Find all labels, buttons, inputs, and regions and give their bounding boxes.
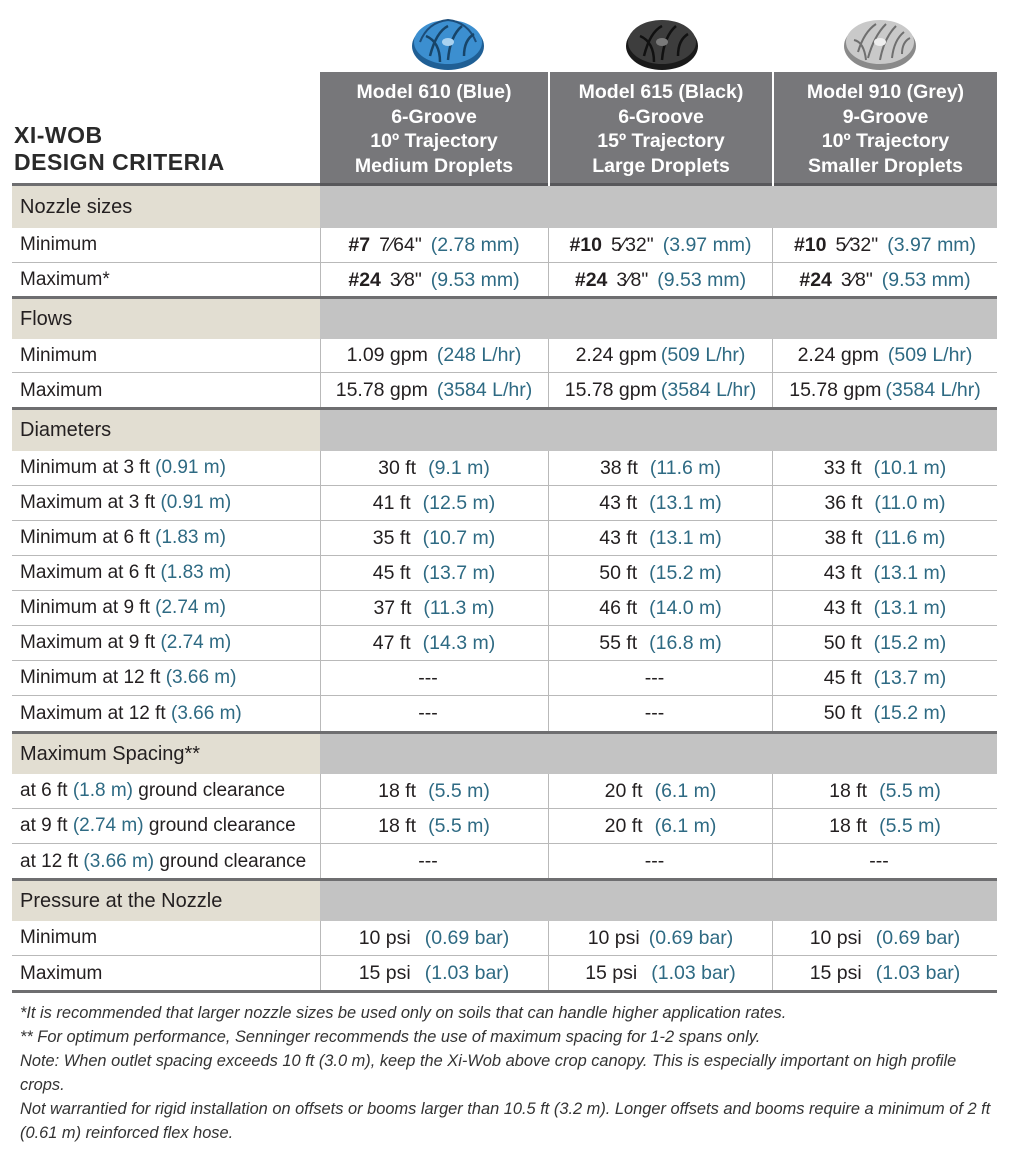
imperial-value: 15 psi	[585, 962, 638, 984]
imperial-value: 45 ft	[823, 666, 862, 689]
row-label: Minimum	[20, 344, 98, 366]
table-row	[12, 591, 997, 626]
nozzle-number: #24	[348, 268, 381, 291]
metric-value: (3584 L/hr)	[885, 379, 981, 401]
imperial-value: 18 ft	[829, 779, 868, 802]
row-label-text: Minimum at 3 ft	[20, 457, 150, 478]
section-header-maximum-spacing	[12, 734, 997, 774]
table-cell	[773, 661, 997, 695]
imperial-value: 43 ft	[599, 491, 638, 514]
row-label-metric: (2.74 m)	[72, 815, 144, 836]
metric-value: (11.6 m)	[874, 526, 946, 549]
metric-value: (3584 L/hr)	[436, 379, 533, 401]
table-row	[12, 556, 997, 591]
metric-value: (5.5 m)	[428, 779, 490, 802]
metric-value: (6.1 m)	[654, 779, 717, 802]
metric-value: (9.53 mm)	[881, 268, 971, 291]
table-cell	[773, 956, 997, 991]
table-cell	[773, 228, 997, 262]
metric-value: (15.2 m)	[649, 561, 722, 584]
table-cell	[549, 339, 772, 372]
imperial-value: 35 ft	[372, 526, 411, 549]
imperial-value: 38 ft	[824, 526, 863, 549]
section-title: Maximum Spacing**	[12, 734, 320, 774]
row-label-text: Maximum at 9 ft	[20, 632, 156, 653]
model-droplets: Smaller Droplets	[808, 154, 963, 177]
column-header-model-615	[550, 72, 772, 186]
metric-value: (3584 L/hr)	[660, 379, 757, 401]
imperial-value: 50 ft	[823, 702, 862, 724]
footnote: ** For optimum performance, Senninger recommends the use of maximum spacing for 1-2 spans only.	[20, 1028, 761, 1046]
imperial-value: ---	[644, 666, 665, 689]
table-cell	[320, 556, 548, 590]
row-label-text: Minimum at 12 ft	[20, 667, 161, 688]
metric-value: (1.03 bar)	[651, 962, 736, 984]
table-cell	[773, 591, 997, 625]
table-cell	[320, 661, 548, 695]
row-label-metric: (1.83 m)	[160, 562, 232, 583]
table-cell	[320, 339, 548, 372]
table-row	[12, 809, 997, 844]
metric-value: (9.1 m)	[428, 456, 490, 479]
metric-value: (2.78 mm)	[430, 233, 520, 256]
imperial-value: 10 psi	[809, 926, 862, 949]
imperial-value: 55 ft	[599, 631, 638, 654]
table-bottom-rule	[12, 990, 997, 993]
imperial-value: ---	[869, 850, 889, 872]
table-cell	[320, 921, 548, 955]
imperial-value: 15 psi	[809, 962, 862, 984]
table-row	[12, 696, 997, 731]
metric-value: (16.8 m)	[649, 631, 722, 654]
table-row	[12, 956, 997, 991]
imperial-value: 2.24 gpm	[575, 344, 657, 366]
nozzle-number: #24	[574, 268, 608, 291]
row-label	[20, 661, 236, 695]
table-cell	[773, 556, 997, 590]
section-band	[320, 734, 997, 774]
row-label-text: at 6 ft	[20, 780, 68, 801]
table-row	[12, 626, 997, 661]
row-label-metric: (3.66 m)	[165, 667, 237, 688]
row-label-metric: (3.66 m)	[171, 702, 242, 724]
nozzle-fraction: 3⁄8"	[840, 268, 873, 291]
metric-value: (0.69 bar)	[875, 926, 961, 949]
table-row	[12, 373, 997, 409]
metric-value: (509 L/hr)	[660, 344, 746, 366]
imperial-value: 38 ft	[599, 456, 638, 479]
table-cell	[773, 626, 997, 660]
imperial-value: ---	[418, 702, 438, 724]
table-cell	[549, 521, 772, 555]
metric-value: (10.7 m)	[422, 526, 496, 549]
metric-value: (9.53 mm)	[657, 268, 747, 291]
imperial-value: ---	[418, 850, 438, 872]
table-cell	[320, 809, 548, 843]
table-cell	[320, 263, 548, 297]
table-cell	[549, 774, 772, 808]
page-title	[14, 122, 225, 176]
table-row	[12, 451, 997, 486]
metric-value: (509 L/hr)	[887, 344, 973, 366]
nozzle-fraction: 7⁄64"	[379, 233, 422, 256]
metric-value: (15.2 m)	[873, 631, 947, 654]
imperial-value: 18 ft	[378, 779, 417, 802]
table-cell	[320, 774, 548, 808]
section-title: Diameters	[12, 410, 320, 451]
table-row	[12, 661, 997, 696]
table-cell	[773, 263, 997, 297]
row-label-suffix: ground clearance	[138, 780, 286, 801]
nozzle-fraction: 3⁄8"	[616, 268, 649, 291]
model-trajectory: 15º Trajectory	[597, 130, 725, 152]
imperial-value: 36 ft	[824, 491, 863, 514]
metric-value: (13.1 m)	[649, 491, 722, 514]
imperial-value: 30 ft	[378, 456, 417, 479]
imperial-value: 46 ft	[599, 596, 638, 619]
row-label-metric: (1.83 m)	[155, 527, 226, 548]
row-label-text: Maximum at 6 ft	[20, 562, 156, 583]
nozzle-number: #24	[799, 268, 832, 291]
row-label	[20, 556, 231, 590]
metric-value: (11.0 m)	[874, 491, 946, 514]
row-label-text: at 9 ft	[20, 815, 68, 836]
grey-nozzle-icon	[838, 12, 922, 72]
model-droplets: Medium Droplets	[354, 154, 514, 177]
metric-value: (3.97 mm)	[662, 233, 752, 256]
model-name: Model 910 (Grey)	[806, 81, 965, 103]
table-cell	[773, 521, 997, 555]
section-band	[320, 410, 997, 451]
table-cell	[320, 451, 548, 485]
table-cell	[773, 809, 997, 843]
row-label: Minimum	[20, 234, 98, 255]
row-label: Maximum	[20, 962, 103, 984]
row-label	[20, 486, 231, 520]
table-cell	[773, 774, 997, 808]
imperial-value: 43 ft	[823, 596, 862, 619]
black-nozzle-icon	[620, 12, 704, 72]
table-cell	[320, 696, 548, 731]
row-label	[20, 809, 296, 843]
table-cell	[320, 373, 548, 408]
table-cell	[549, 956, 772, 991]
metric-value: (5.5 m)	[428, 814, 490, 837]
imperial-value: ---	[644, 850, 665, 872]
imperial-value: 10 psi	[358, 926, 411, 949]
row-label-metric: (3.66 m)	[83, 850, 155, 872]
table-row	[12, 228, 997, 263]
table-cell	[320, 956, 548, 991]
section-header-flows	[12, 299, 997, 339]
row-label-metric: (2.74 m)	[160, 632, 232, 653]
imperial-value: 50 ft	[599, 561, 638, 584]
imperial-value: 33 ft	[823, 456, 862, 479]
metric-value: (1.03 bar)	[875, 962, 961, 984]
section-band	[320, 186, 997, 228]
imperial-value: 2.24 gpm	[797, 344, 879, 366]
row-label-text: Minimum at 6 ft	[20, 527, 150, 548]
nozzle-number: #10	[793, 233, 827, 256]
section-band	[320, 299, 997, 339]
imperial-value: 15.78 gpm	[789, 379, 882, 401]
row-label-text: Maximum at 12 ft	[20, 702, 166, 724]
imperial-value: 20 ft	[604, 779, 643, 802]
metric-value: (13.1 m)	[649, 526, 722, 549]
metric-value: (13.7 m)	[873, 666, 947, 689]
section-title: Pressure at the Nozzle	[12, 881, 320, 921]
footnote: Note: When outlet spacing exceeds 10 ft (3.0 m), keep the Xi-Wob above crop canopy. This is especially important on high profile crops.	[20, 1052, 957, 1094]
table-row	[12, 263, 997, 298]
model-name: Model 615 (Black)	[578, 81, 744, 103]
table-cell	[549, 451, 772, 485]
table-cell	[773, 451, 997, 485]
table-cell	[549, 486, 772, 520]
row-label-text: Minimum at 9 ft	[20, 597, 150, 618]
row-label: Minimum	[20, 927, 98, 948]
row-label	[20, 626, 231, 660]
table-cell	[320, 626, 548, 660]
table-cell	[549, 373, 772, 408]
table-cell	[549, 921, 772, 955]
imperial-value: 45 ft	[372, 561, 411, 584]
table-cell	[549, 263, 772, 297]
row-label-text: at 12 ft	[20, 850, 79, 872]
table-cell	[549, 809, 772, 843]
imperial-value: ---	[644, 702, 665, 724]
model-grooves: 6-Groove	[391, 105, 477, 128]
section-header-pressure	[12, 881, 997, 921]
imperial-value: 41 ft	[372, 491, 411, 514]
table-row	[12, 774, 997, 809]
nozzle-number: #10	[569, 233, 602, 256]
table-cell	[773, 921, 997, 955]
table-cell	[549, 696, 772, 731]
imperial-value: 1.09 gpm	[346, 344, 428, 366]
table-cell	[773, 373, 997, 408]
table-row	[12, 486, 997, 521]
metric-value: (10.1 m)	[873, 456, 947, 479]
row-label: Maximum	[20, 379, 103, 401]
table-cell	[773, 339, 997, 372]
imperial-value: 43 ft	[599, 526, 638, 549]
nozzle-number: #7	[348, 233, 371, 256]
title-line-2: DESIGN CRITERIA	[14, 149, 225, 175]
model-grooves: 6-Groove	[618, 105, 704, 128]
metric-value: (12.5 m)	[422, 491, 496, 514]
table-cell	[773, 696, 997, 731]
table-cell	[549, 661, 772, 695]
footnotes	[20, 1001, 995, 1145]
nozzle-fraction: 3⁄8"	[389, 268, 422, 291]
table-cell	[320, 521, 548, 555]
model-name: Model 610 (Blue)	[356, 81, 512, 103]
table-cell	[773, 844, 997, 879]
table-header	[0, 0, 1018, 186]
metric-value: (14.3 m)	[422, 631, 496, 654]
footnote: *It is recommended that larger nozzle sizes be used only on soils that can handle higher application rates.	[20, 1004, 787, 1022]
imperial-value: 15 psi	[358, 962, 411, 984]
imperial-value: 47 ft	[372, 631, 411, 654]
table-row	[12, 521, 997, 556]
model-droplets: Large Droplets	[592, 154, 730, 177]
imperial-value: 18 ft	[378, 814, 417, 837]
model-trajectory: 10º Trajectory	[370, 130, 498, 152]
imperial-value: 37 ft	[373, 596, 412, 619]
row-label-suffix: ground clearance	[148, 815, 296, 836]
row-label-metric: (0.91 m)	[160, 492, 232, 513]
table-row	[12, 921, 997, 956]
model-grooves: 9-Groove	[842, 105, 929, 128]
row-label	[20, 521, 226, 555]
footnote: Not warrantied for rigid installation on offsets or booms larger than 10.5 ft (3.2 m). Longer offsets and booms require a minimum of 2 ft (0.61 m) reinforced flex hose.	[20, 1100, 991, 1142]
row-label-suffix: ground clearance	[159, 850, 307, 872]
imperial-value: 43 ft	[823, 561, 862, 584]
metric-value: (9.53 mm)	[430, 268, 520, 291]
metric-value: (6.1 m)	[654, 814, 717, 837]
model-trajectory: 10º Trajectory	[821, 130, 950, 152]
imperial-value: 50 ft	[823, 631, 862, 654]
row-label	[20, 591, 226, 625]
row-label	[20, 774, 285, 808]
metric-value: (1.03 bar)	[424, 962, 510, 984]
imperial-value: 15.78 gpm	[335, 379, 428, 401]
table-cell	[320, 844, 548, 879]
section-header-diameters	[12, 410, 997, 451]
section-title: Nozzle sizes	[12, 186, 320, 228]
row-label-metric: (1.8 m)	[72, 780, 133, 801]
row-label: Maximum*	[20, 269, 110, 290]
section-band	[320, 881, 997, 921]
imperial-value: 18 ft	[829, 814, 868, 837]
table-cell	[549, 556, 772, 590]
blue-nozzle-icon	[406, 12, 490, 72]
section-title: Flows	[12, 299, 320, 339]
column-header-model-910	[774, 72, 997, 186]
imperial-value: 10 psi	[587, 926, 640, 949]
table-cell	[773, 486, 997, 520]
metric-value: (11.3 m)	[423, 596, 495, 619]
metric-value: (0.69 bar)	[424, 926, 510, 949]
column-header-model-610	[320, 72, 548, 186]
table-cell	[320, 591, 548, 625]
metric-value: (11.6 m)	[649, 456, 722, 479]
metric-value: (5.5 m)	[879, 814, 941, 837]
row-label	[20, 844, 306, 879]
row-label	[20, 696, 242, 731]
table-row	[12, 844, 997, 879]
nozzle-fraction: 5⁄32"	[610, 233, 654, 256]
imperial-value: 15.78 gpm	[564, 379, 657, 401]
title-line-1: XI-WOB	[14, 122, 103, 148]
row-label-metric: (2.74 m)	[155, 597, 226, 618]
table-cell	[320, 486, 548, 520]
metric-value: (5.5 m)	[879, 779, 941, 802]
metric-value: (15.2 m)	[873, 702, 947, 724]
section-header-nozzle-sizes	[12, 186, 997, 228]
metric-value: (248 L/hr)	[436, 344, 522, 366]
imperial-value: ---	[418, 666, 438, 689]
table-row	[12, 339, 997, 373]
row-label	[20, 451, 226, 485]
table-cell	[549, 228, 772, 262]
table-cell	[549, 626, 772, 660]
table-cell	[549, 844, 772, 879]
metric-value: (13.1 m)	[873, 561, 947, 584]
metric-value: (3.97 mm)	[887, 233, 977, 256]
table-cell	[320, 228, 548, 262]
table-cell	[549, 591, 772, 625]
row-label-metric: (0.91 m)	[155, 457, 226, 478]
row-label-text: Maximum at 3 ft	[20, 492, 156, 513]
nozzle-fraction: 5⁄32"	[835, 233, 879, 256]
metric-value: (0.69 bar)	[648, 926, 734, 949]
metric-value: (14.0 m)	[649, 596, 722, 619]
metric-value: (13.7 m)	[422, 561, 496, 584]
imperial-value: 20 ft	[604, 814, 643, 837]
metric-value: (13.1 m)	[873, 596, 947, 619]
